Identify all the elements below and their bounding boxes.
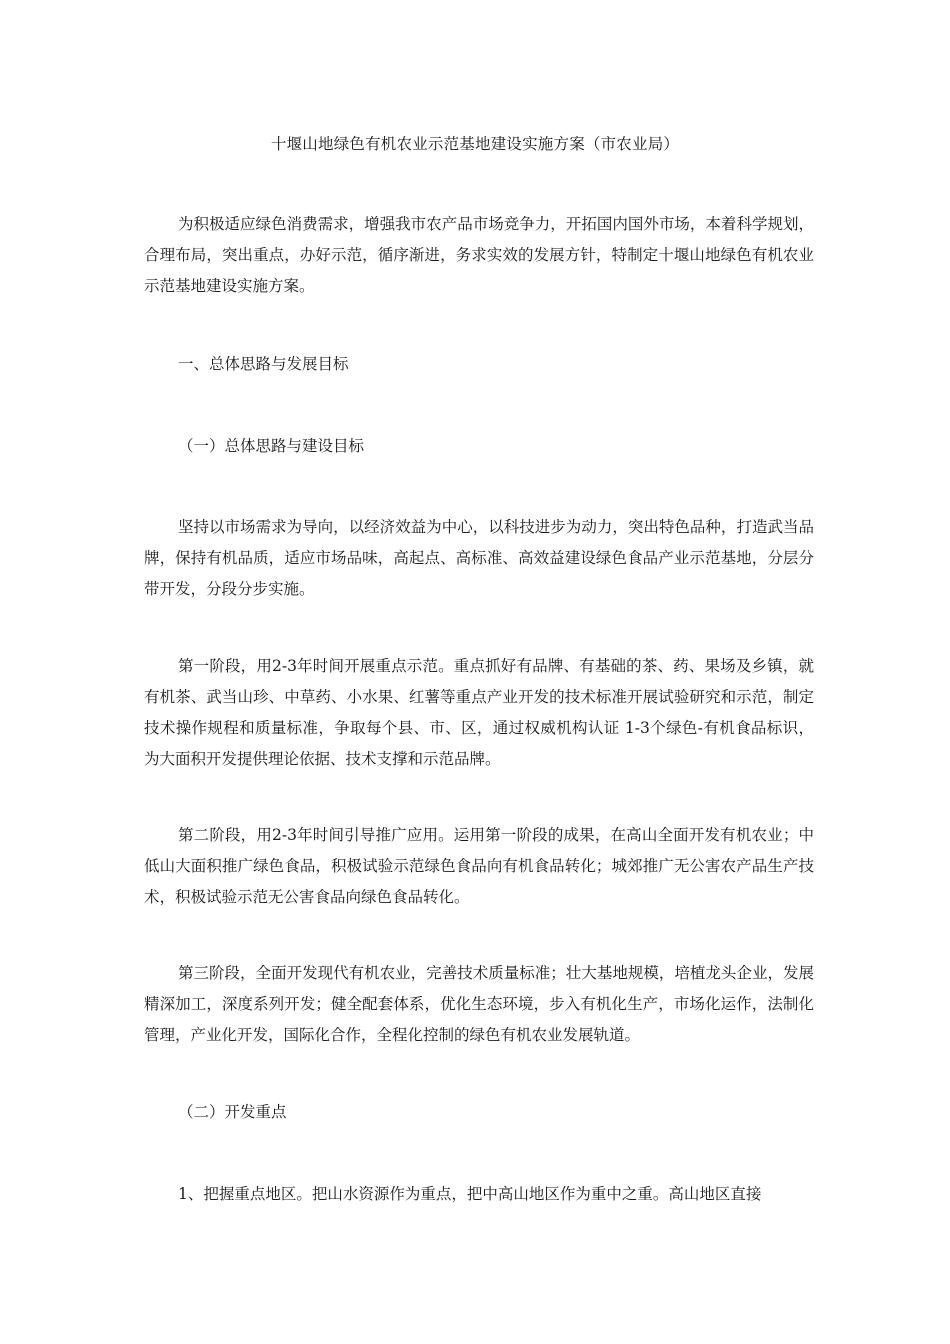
intro-paragraph: 为积极适应绿色消费需求，增强我市农产品市场竞争力，开拓国内国外市场，本着科学规划，合理布局，突出重点，办好示范，循序渐进，务求实效的发展方针，特制定十堰山地绿色有机农业示范基地建设实施方案。: [144, 215, 814, 295]
stage1-paragraph: 第一阶段，用2-3年时间开展重点示范。重点抓好有品牌、有基础的茶、药、果场及乡镇，就有机茶、武当山珍、中草药、小水果、红薯等重点产业开发的技术标准开展试验研究和示范，制定技术操作规程和质量标准，争取每个县、市、区，通过权威机构认证 1-3个绿色-有机食品标识，为大面积开发提供理论依据、技术支撑和示范品牌。: [144, 657, 814, 768]
section-heading-1: 一、总体思路与发展目标: [178, 355, 349, 373]
document-title: 十堰山地绿色有机农业示范基地建设实施方案（市农业局）: [270, 135, 680, 153]
stage3-paragraph: 第三阶段，全面开发现代有机农业，完善技术质量标准；壮大基地规模，培植龙头企业，发展精深加工，深度系列开发；健全配套体系，优化生态环境，步入有机化生产，市场化运作，法制化管理，产业化开发，国际化合作，全程化控制的绿色有机农业发展轨道。: [144, 964, 814, 1044]
stage2-paragraph: 第二阶段，用2-3年时间引导推广应用。运用第一阶段的成果，在高山全面开发有机农业；中低山大面积推广绿色食品，积极试验示范绿色食品向有机食品转化；城郊推广无公害农产品生产技术，积极试验示范无公害食品向绿色食品转化。: [144, 826, 814, 906]
overall-paragraph: 坚持以市场需求为导向，以经济效益为中心，以科技进步为动力，突出特色品种，打造武当品牌，保持有机品质，适应市场品味，高起点、高标准、高效益建设绿色食品产业示范基地，分层分带开发，分段分步实施。: [144, 518, 814, 598]
subsection-heading-2: （二）开发重点: [178, 1103, 287, 1121]
subsection-heading-1: （一）总体思路与建设目标: [178, 437, 365, 455]
point1-paragraph: 1、把握重点地区。把山水资源作为重点，把中高山地区作为重中之重。高山地区直接: [178, 1185, 762, 1203]
